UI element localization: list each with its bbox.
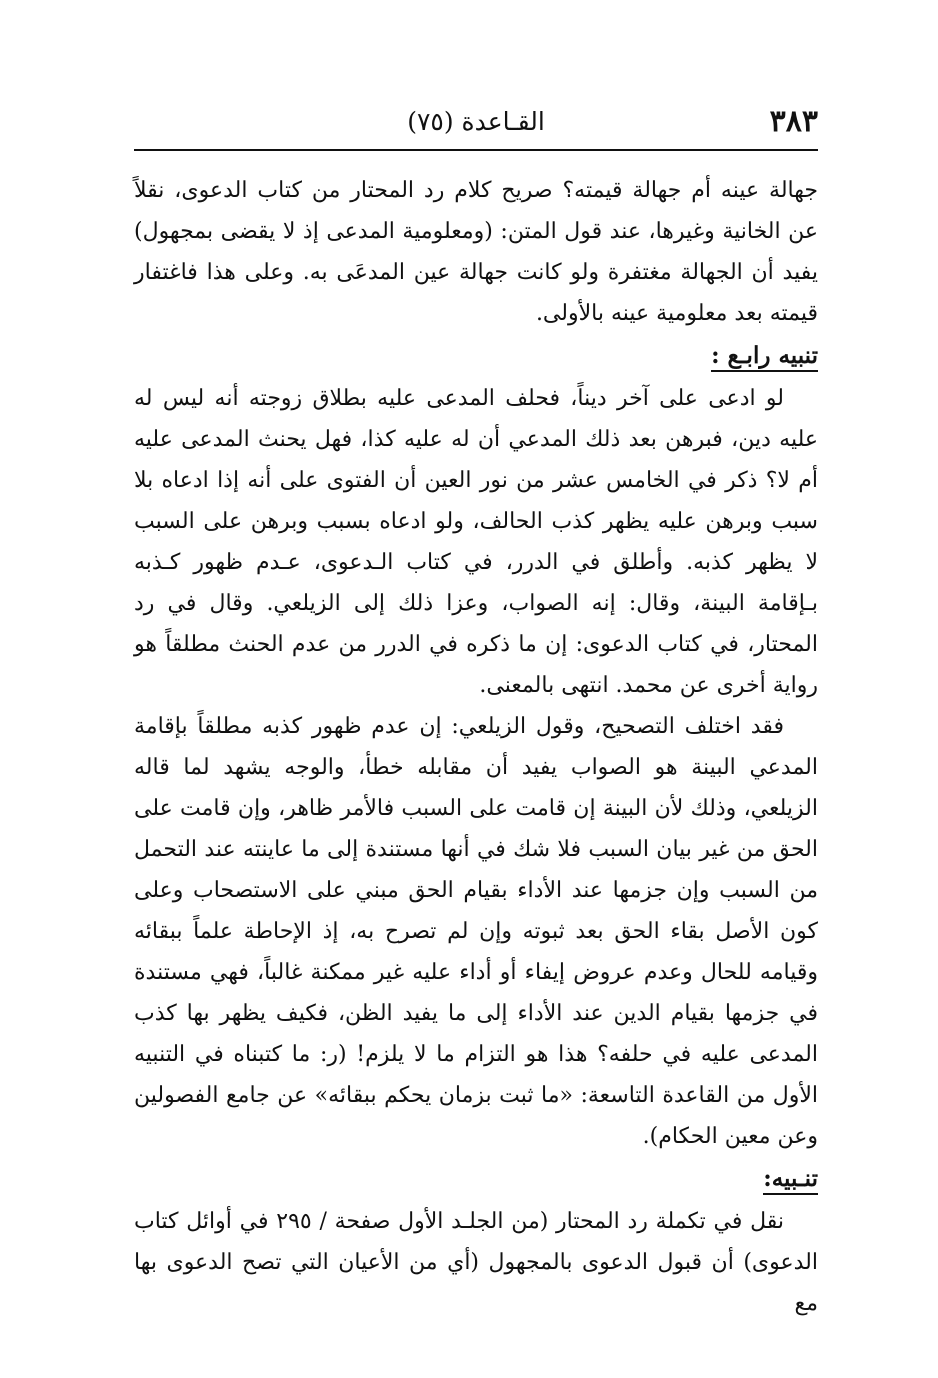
page-body [134, 170, 818, 1324]
paragraph-3: فقد اختلف التصحيح، وقول الزيلعي: إن عدم ظهور كذبه مطلقاً بإقامة المدعي البينة هو الصواب يفيد أن مقابله خطأ، والوجه يشهد لما قاله الزيلعي، وذلك لأن البينة إن قامت على السبب فالأمر ظاهر، وإن قامت على الحق من غير بيان السبب فلا شك في أنها مستندة إلى ما عاينته عند التحمل من السبب وإن جزمها عند الأداء بقيام الحق مبني على الاستصحاب وعلى كون الأصل بقاء الحق بعد ثبوته وإن لم تصرح به، إذ الإحاطة علماً ببقائه وقيامه للحال وعدم عروض إيفاء أو أداء عليه غير ممكنة غالباً، فهي مستندة في جزمها بقيام الدين عند الأداء إلى ما يفيد الظن، فكيف يظهر بها كذب المدعى عليه في حلفه؟ هذا هو التزام ما لا يلزم! (ر: ما كتبناه في التنبيه الأول من القاعدة التاسعة: «ما ثبت بزمان يحكم ببقائه» عن جامع الفصولين وعن معين الحكام). [134, 714, 819, 1149]
page-header [134, 104, 818, 140]
section-heading-note [134, 1157, 818, 1201]
paragraph-1: جهالة عينه أم جهالة قيمته؟ صريح كلام رد المحتار من كتاب الدعوى، نقلاً عن الخانية وغيرها، عند قول المتن: (ومعلومية المدعى إذ لا يقضى بمجهول) يفيد أن الجهالة مغتفرة ولو كانت جهالة عين المدعَى به. وعلى هذا فاغتفار قيمته بعد معلومية عينه بالأولى. [134, 178, 818, 326]
section-heading-note-text: تنـبيه: [763, 1165, 818, 1195]
header-rule [134, 149, 818, 151]
paragraph-4: نقل في تكملة رد المحتار (من الجلـد الأول صفحة / ٢٩٥ في أوائل كتاب الدعوى) أن قبول الدعوى بالمجهول (أي من الأعيان التي تصح الدعوى بها مع [134, 1209, 818, 1316]
section-heading-fourth-note [134, 334, 818, 378]
running-title: القـاعدة (٧٥) [407, 107, 545, 136]
page-number: ٣٨٣ [769, 104, 818, 139]
paragraph-2: لو ادعى على آخر ديناً، فحلف المدعى عليه بطلاق زوجته أنه ليس له عليه دين، فبرهن بعد ذلك المدعي أن له عليه كذا، فهل يحنث المدعى عليه أم لا؟ ذكر في الخامس عشر من نور العين أن الفتوى على أنه إذا ادعاه بلا سبب وبرهن عليه يظهر كذب الحالف، ولو ادعاه بسبب وبرهن على السبب لا يظهر كذبه. وأطلق في الدرر، في كتاب الـدعوى، عـدم ظهور كـذبه بـإقامة البينة، وقال: إنه الصواب، وعزا ذلك إلى الزيلعي. وقال في رد المحتار، في كتاب الدعوى: إن ما ذكره في الدرر من عدم الحنث مطلقاً هو رواية أخرى عن محمد. انتهى بالمعنى. [134, 386, 819, 698]
section-heading-fourth-note-text: تنبيه رابـع : [711, 342, 818, 372]
